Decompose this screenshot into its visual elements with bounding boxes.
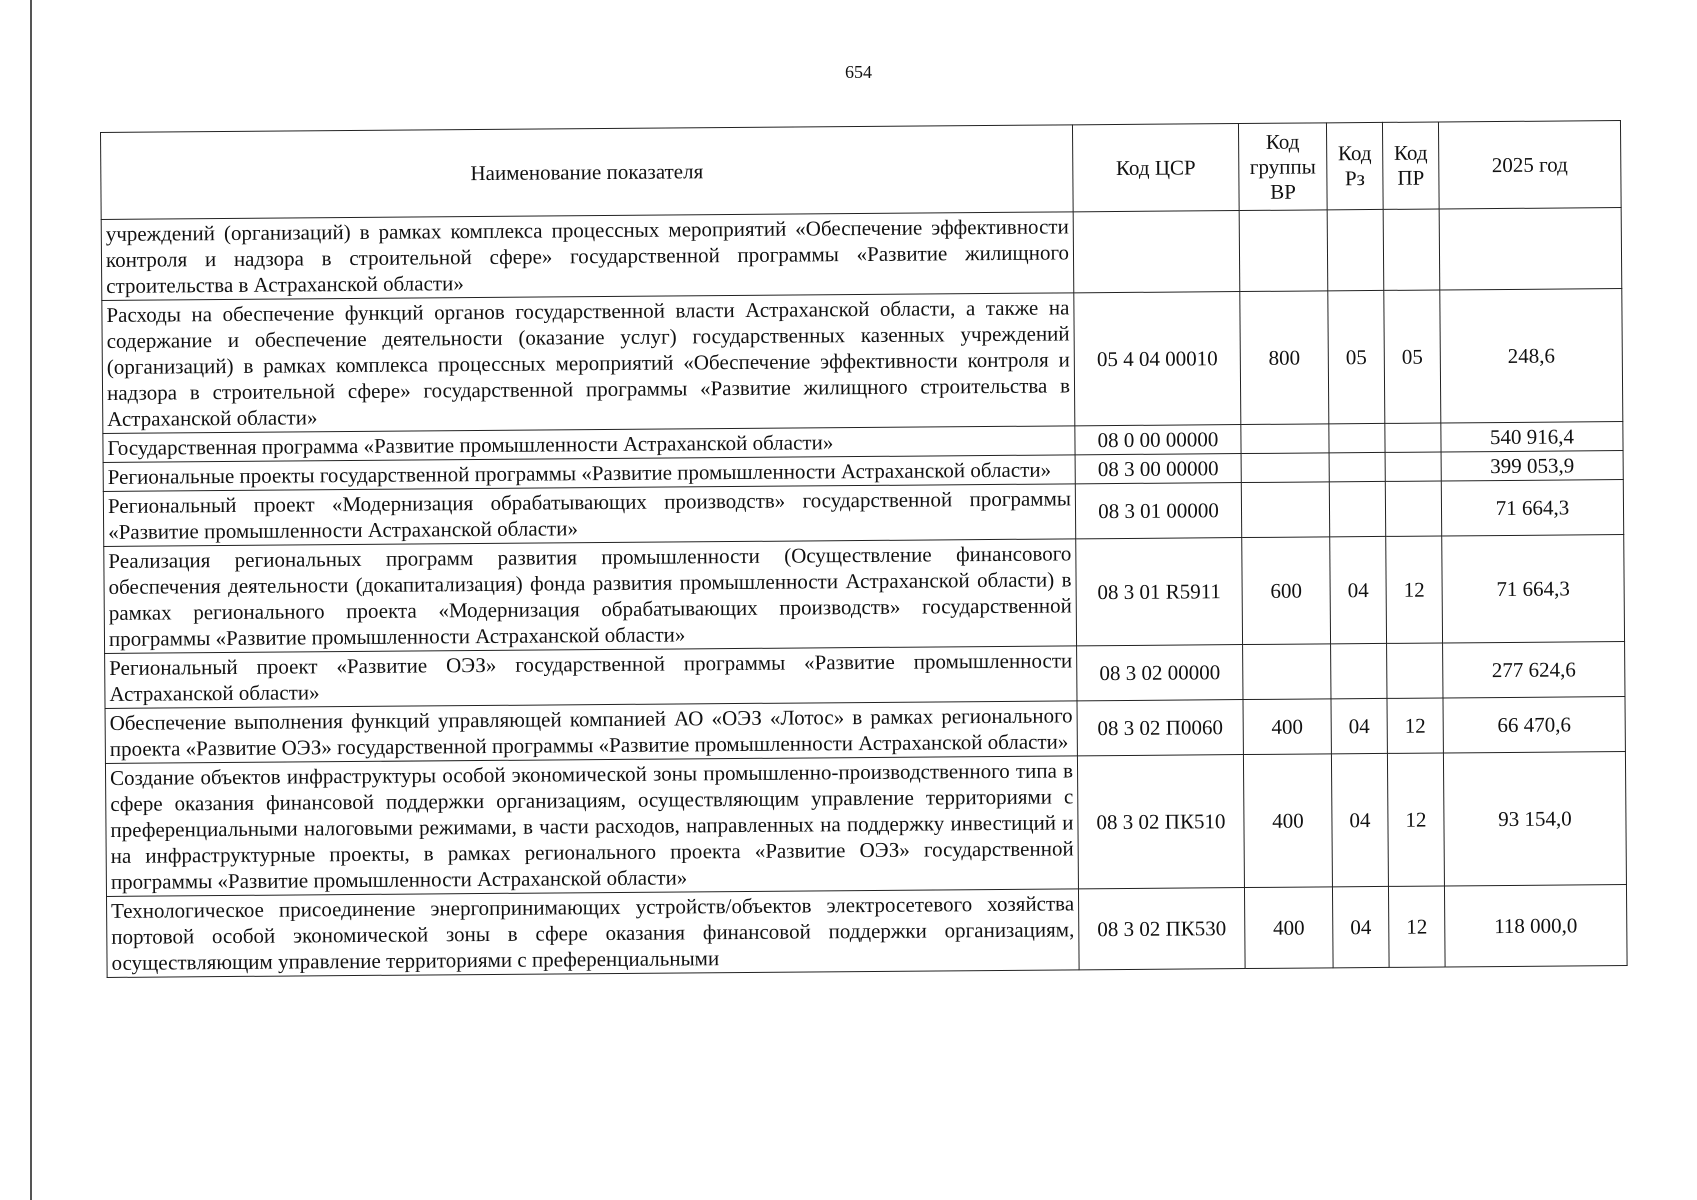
header-amount-2025: 2025 год [1438, 121, 1621, 209]
cell-vr-code [1243, 644, 1331, 700]
cell-vr-code [1241, 482, 1329, 538]
table-row [104, 535, 1625, 654]
cell-rz-code [1329, 423, 1385, 452]
page-number: 654 [845, 62, 872, 82]
cell-amount: 66 470,6 [1443, 697, 1625, 753]
cell-name: Расходы на обеспечение функций органов государственной власти Астраханской области, а также на содержание и обеспечение деятельности (оказание услуг) государственных казенных учреждений (организаций) в рамках комплекса процессных мероприятий «Обеспечение эффективности контроля и надзора в строительной сфере» государственной программы «Развитие жилищного строительства в Астраханской области» [102, 293, 1075, 434]
cell-csr-code: 08 3 02 ПК510 [1077, 755, 1244, 889]
cell-csr-code: 08 3 01 00000 [1075, 483, 1241, 539]
cell-pr-code: 05 [1384, 290, 1441, 423]
cell-pr-code: 12 [1386, 536, 1443, 643]
cell-amount: 71 664,3 [1441, 480, 1623, 536]
cell-amount: 71 664,3 [1442, 535, 1625, 643]
cell-name: Технологическое присоединение энергопринимающих устройств/объектов электросетевого хозяйства портовой особой экономической зоны в сфере оказания финансовой поддержки организациям, осуществляющим управление территориями с преференциальными [107, 889, 1080, 978]
header-row [101, 121, 1622, 220]
cell-rz-code [1327, 209, 1384, 290]
cell-csr-code: 08 3 01 R5911 [1076, 538, 1243, 646]
cell-rz-code: 04 [1332, 886, 1389, 967]
cell-pr-code [1385, 481, 1441, 536]
header-csr-code: Код ЦСР [1072, 124, 1239, 212]
table-body [101, 208, 1627, 978]
cell-vr-code: 400 [1243, 699, 1331, 755]
table-row [105, 752, 1626, 897]
cell-rz-code: 05 [1328, 290, 1385, 423]
cell-pr-code [1383, 209, 1440, 290]
cell-amount: 540 916,4 [1441, 422, 1623, 452]
cell-csr-code: 08 3 00 00000 [1075, 454, 1241, 484]
cell-name: Государственная программа «Развитие промышленности Астраханской области» [103, 426, 1075, 463]
cell-rz-code: 04 [1331, 698, 1387, 753]
cell-name: учреждений (организаций) в рамках комплекса процессных мероприятий «Обеспечение эффективности контроля и надзора в строительной сфере» государственной программы «Развитие жилищного строительства в Астраханской области» [101, 212, 1074, 301]
cell-amount: 93 154,0 [1443, 752, 1626, 886]
cell-pr-code: 12 [1388, 886, 1445, 967]
table-header [101, 121, 1622, 220]
cell-amount: 248,6 [1440, 289, 1623, 423]
cell-amount: 399 053,9 [1441, 451, 1623, 481]
cell-vr-code: 400 [1243, 754, 1332, 888]
header-pr-code: Код ПР [1382, 122, 1439, 209]
binding-margin-line [30, 0, 32, 1200]
cell-rz-code [1329, 452, 1385, 481]
cell-vr-code: 400 [1244, 887, 1333, 969]
cell-name: Региональные проекты государственной программы «Развитие промышленности Астраханской области» [103, 455, 1075, 492]
cell-vr-code [1239, 210, 1328, 292]
table-row [102, 289, 1623, 434]
header-rz-code: Код Рз [1326, 122, 1383, 209]
cell-amount [1439, 208, 1622, 290]
cell-rz-code [1329, 481, 1385, 536]
cell-pr-code: 12 [1387, 698, 1443, 753]
cell-vr-code: 800 [1240, 291, 1329, 425]
cell-amount: 118 000,0 [1444, 885, 1627, 967]
cell-rz-code [1331, 643, 1387, 698]
cell-rz-code: 04 [1330, 536, 1387, 643]
budget-table [100, 120, 1628, 978]
cell-name: Региональный проект «Модернизация обрабатывающих производств» государственной программы «Развитие промышленности Астраханской области» [103, 484, 1075, 547]
cell-vr-code [1241, 453, 1329, 483]
header-name: Наименование показателя [101, 125, 1074, 220]
cell-csr-code: 05 4 04 00010 [1074, 292, 1241, 426]
cell-csr-code [1073, 211, 1240, 293]
cell-amount: 277 624,6 [1443, 642, 1625, 698]
cell-csr-code: 08 3 02 00000 [1077, 645, 1243, 701]
cell-name: Создание объектов инфраструктуры особой экономической зоны промышленно-производственного типа в сфере оказания финансовой поддержки организациям, осуществляющим управление территориями с преференциальными налоговыми режимами, в части расходов, направленных на поддержку инвестиций и на инфраструктурные проекты, в рамках регионального проекта «Развитие ОЭЗ» государственной программы «Развитие промышленности Астраханской области» [105, 756, 1078, 897]
table-row [101, 208, 1622, 301]
cell-vr-code: 600 [1242, 537, 1331, 645]
header-vr-code: Код группы ВР [1238, 123, 1327, 211]
cell-rz-code: 04 [1331, 753, 1388, 886]
table-row [107, 885, 1628, 978]
cell-name: Обеспечение выполнения функций управляющей компанией АО «ОЭЗ «Лотос» в рамках регионального проекта «Развитие ОЭЗ» государственной программы «Развитие промышленности Астраханской области» [105, 701, 1077, 764]
cell-pr-code [1385, 423, 1441, 452]
cell-pr-code [1385, 452, 1441, 481]
cell-vr-code [1241, 424, 1329, 454]
cell-csr-code: 08 3 02 П0060 [1077, 700, 1243, 756]
cell-csr-code: 08 3 02 ПК530 [1078, 888, 1245, 970]
cell-name: Реализация региональных программ развития промышленности (Осуществление финансового обеспечения деятельности (докапитализация) фонда развития промышленности Астраханской области) в рамках регионального проекта «Модернизация обрабатывающих производств» государственной программы «Развитие промышленности Астраханской области» [104, 539, 1077, 654]
cell-pr-code: 12 [1387, 753, 1444, 886]
cell-pr-code [1387, 643, 1443, 698]
cell-name: Региональный проект «Развитие ОЭЗ» государственной программы «Развитие промышленности Астраханской области» [105, 646, 1077, 709]
cell-csr-code: 08 0 00 00000 [1075, 425, 1241, 455]
